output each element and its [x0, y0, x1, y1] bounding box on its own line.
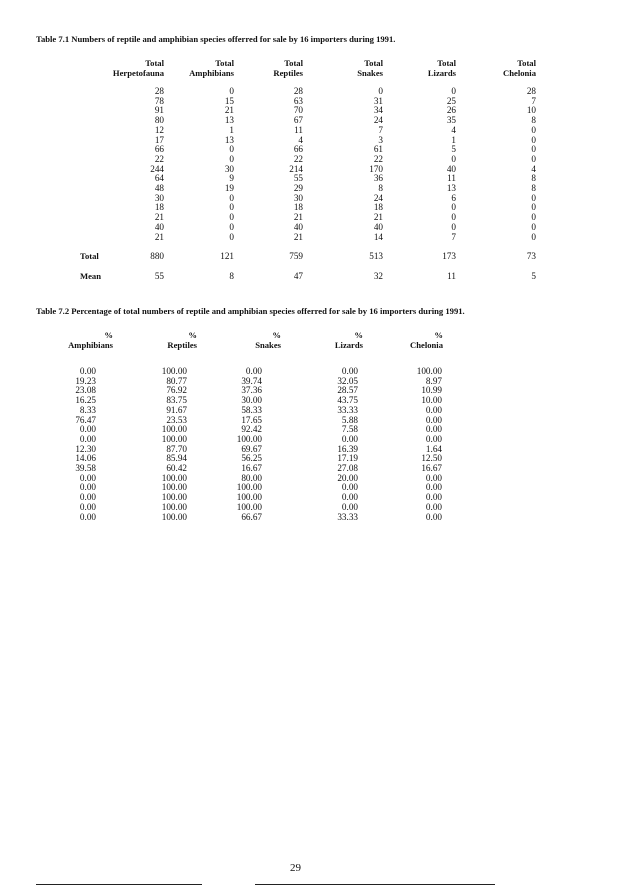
table-cell: 0 — [531, 144, 536, 155]
table-cell: 32.05 — [337, 375, 358, 386]
table-cell: 21 — [224, 105, 234, 116]
table-cell: 92.42 — [241, 424, 262, 435]
table-cell: 0.00 — [425, 404, 442, 415]
table-cell: 11 — [447, 173, 456, 184]
column-header — [223, 58, 303, 78]
table-cell: 4 — [531, 163, 536, 174]
total-value: 880 — [150, 251, 164, 261]
table-cell: 80.77 — [166, 375, 187, 386]
table-cell: 8 — [378, 183, 383, 194]
table-cell: 11 — [294, 124, 303, 135]
table-cell: 35 — [446, 115, 456, 126]
header-line-1: Total — [437, 58, 456, 68]
header-line-2: Chelonia — [410, 340, 443, 350]
column-header — [33, 330, 113, 350]
table-cell: 0.00 — [79, 501, 96, 512]
data-column — [416, 87, 456, 242]
mean-value: 55 — [154, 271, 164, 281]
table-cell: 61 — [373, 144, 383, 155]
column-header — [117, 330, 197, 350]
table-cell: 80 — [154, 115, 164, 126]
table-cell: 8 — [531, 183, 536, 194]
table-cell: 0 — [451, 202, 456, 213]
table-cell: 85.94 — [166, 453, 187, 464]
mean-value: 8 — [229, 271, 234, 281]
header-line-2: Reptiles — [273, 68, 303, 78]
table-cell: 31 — [373, 95, 383, 106]
table-cell: 5 — [451, 144, 456, 155]
table-cell: 40 — [293, 221, 303, 232]
table-cell: 22 — [154, 153, 164, 164]
total-value: 173 — [442, 251, 456, 261]
table-cell: 8 — [531, 115, 536, 126]
percent-column — [46, 367, 96, 522]
table-cell: 91 — [154, 105, 164, 116]
data-column — [496, 87, 536, 242]
table-cell: 20.00 — [337, 472, 358, 483]
table-cell: 55 — [293, 173, 303, 184]
table-cell: 100.00 — [161, 511, 187, 522]
mean-value: 47 — [293, 271, 303, 281]
table-cell: 28.57 — [337, 385, 358, 396]
table-cell: 0.00 — [79, 482, 96, 493]
header-line-2: Amphibians — [68, 340, 113, 350]
data-column — [263, 87, 303, 242]
header-line-1: % — [104, 330, 113, 340]
total-value: 73 — [526, 251, 536, 261]
table-cell: 17 — [154, 134, 164, 145]
table-cell: 100.00 — [236, 482, 262, 493]
table-cell: 0 — [451, 153, 456, 164]
header-line-2: Snakes — [255, 340, 281, 350]
table-cell: 76.47 — [75, 414, 96, 425]
table-cell: 0 — [229, 212, 234, 223]
table-cell: 0 — [531, 124, 536, 135]
table-cell: 0.00 — [425, 492, 442, 503]
table-cell: 66 — [154, 144, 164, 155]
table-cell: 15 — [224, 95, 234, 106]
table-cell: 87.70 — [166, 443, 187, 454]
table-cell: 16.67 — [421, 463, 442, 474]
percent-column — [212, 367, 262, 522]
table-cell: 0 — [229, 144, 234, 155]
table-cell: 12 — [154, 124, 164, 135]
table-cell: 24 — [373, 192, 383, 203]
table-cell: 19 — [224, 183, 234, 194]
table-cell: 7.58 — [341, 424, 358, 435]
table-cell: 18 — [293, 202, 303, 213]
table-cell: 0 — [531, 221, 536, 232]
table-cell: 34 — [373, 105, 383, 116]
table-cell: 7 — [451, 231, 456, 242]
header-line-1: Total — [145, 58, 164, 68]
header-line-1: Total — [517, 58, 536, 68]
total-row-label: Total — [80, 251, 99, 261]
table-cell: 0.00 — [425, 472, 442, 483]
table-cell: 0 — [229, 86, 234, 96]
table-cell: 0.00 — [425, 433, 442, 444]
table-cell: 100.00 — [161, 472, 187, 483]
table-cell: 56.25 — [241, 453, 262, 464]
table-cell: 18 — [373, 202, 383, 213]
table-cell: 0.00 — [425, 501, 442, 512]
table-cell: 0 — [531, 202, 536, 213]
table-cell: 4 — [451, 124, 456, 135]
table-cell: 78 — [154, 95, 164, 106]
table-cell: 33.33 — [337, 404, 358, 415]
table-cell: 18 — [154, 202, 164, 213]
table-cell: 40 — [446, 163, 456, 174]
table-cell: 70 — [293, 105, 303, 116]
table-cell: 100.00 — [161, 482, 187, 493]
column-header — [363, 330, 443, 350]
table-cell: 0 — [531, 134, 536, 145]
table-cell: 22 — [373, 153, 383, 164]
table-cell: 14 — [373, 231, 383, 242]
footer-rule-right — [255, 884, 495, 885]
table-cell: 0 — [531, 212, 536, 223]
header-line-1: Total — [215, 58, 234, 68]
table-cell: 21 — [154, 231, 164, 242]
table-cell: 30 — [154, 192, 164, 203]
table-cell: 91.67 — [166, 404, 187, 415]
table-cell: 0 — [378, 86, 383, 96]
table-cell: 8.33 — [79, 404, 96, 415]
table-cell: 37.36 — [241, 385, 262, 396]
table-cell: 30.00 — [241, 395, 262, 406]
table-cell: 100.00 — [236, 501, 262, 512]
table-cell: 17.19 — [337, 453, 358, 464]
table-cell: 3 — [378, 134, 383, 145]
table-cell: 170 — [369, 163, 383, 174]
table-cell: 21 — [293, 212, 303, 223]
percent-column — [308, 367, 358, 522]
table-cell: 100.00 — [161, 433, 187, 444]
table-cell: 12.50 — [421, 453, 442, 464]
table-cell: 39.58 — [75, 463, 96, 474]
mean-value: 32 — [373, 271, 383, 281]
total-value: 759 — [289, 251, 303, 261]
table-cell: 214 — [289, 163, 303, 174]
percent-column — [137, 367, 187, 522]
table-cell: 100.00 — [236, 492, 262, 503]
header-line-1: % — [272, 330, 281, 340]
table-cell: 13 — [224, 115, 234, 126]
table-cell: 0.00 — [79, 424, 96, 435]
table-cell: 0 — [229, 192, 234, 203]
table-cell: 0 — [531, 153, 536, 164]
table-cell: 0.00 — [245, 366, 262, 376]
total-value: 121 — [220, 251, 234, 261]
footer-rule-left — [36, 884, 202, 885]
column-header — [201, 330, 281, 350]
percent-column — [392, 367, 442, 522]
table-cell: 100.00 — [236, 433, 262, 444]
table-cell: 60.42 — [166, 463, 187, 474]
table-cell: 12.30 — [75, 443, 96, 454]
header-line-1: % — [354, 330, 363, 340]
column-header — [376, 58, 456, 78]
header-line-1: % — [188, 330, 197, 340]
table-cell: 16.39 — [337, 443, 358, 454]
table-cell: 0.00 — [79, 433, 96, 444]
table-cell: 26 — [446, 105, 456, 116]
page-number: 29 — [290, 862, 301, 874]
header-line-2: Snakes — [357, 68, 383, 78]
table-cell: 100.00 — [416, 366, 442, 376]
data-column — [343, 87, 383, 242]
table-cell: 1 — [229, 124, 234, 135]
table-cell: 66.67 — [241, 511, 262, 522]
total-value: 513 — [369, 251, 383, 261]
header-line-1: Total — [364, 58, 383, 68]
table-cell: 25 — [446, 95, 456, 106]
table-cell: 33.33 — [337, 511, 358, 522]
table-cell: 63 — [293, 95, 303, 106]
header-line-2: Herpetofauna — [112, 68, 164, 78]
table-cell: 244 — [150, 163, 164, 174]
table-cell: 83.75 — [166, 395, 187, 406]
table-cell: 0 — [229, 231, 234, 242]
table-cell: 0.00 — [425, 482, 442, 493]
table-cell: 8 — [531, 173, 536, 184]
table-cell: 28 — [526, 86, 536, 96]
header-line-2: Amphibians — [189, 68, 234, 78]
table-cell: 16.25 — [75, 395, 96, 406]
table-cell: 0.00 — [425, 414, 442, 425]
header-line-1: Total — [284, 58, 303, 68]
table-cell: 10 — [526, 105, 536, 116]
table-cell: 0 — [229, 202, 234, 213]
table-7-2-caption: Table 7.2 Percentage of total numbers of reptile and amphibian species offerred for sale by 16 importers during 1991. — [36, 306, 465, 316]
table-cell: 40 — [373, 221, 383, 232]
table-cell: 0.00 — [341, 501, 358, 512]
table-cell: 0 — [531, 192, 536, 203]
table-cell: 1.64 — [425, 443, 442, 454]
table-cell: 67 — [293, 115, 303, 126]
table-cell: 30 — [224, 163, 234, 174]
table-cell: 21 — [293, 231, 303, 242]
table-cell: 23.53 — [166, 414, 187, 425]
data-column — [194, 87, 234, 242]
table-cell: 66 — [293, 144, 303, 155]
column-header — [154, 58, 234, 78]
table-7-1-caption: Table 7.1 Numbers of reptile and amphibian species offerred for sale by 16 importers during 1991. — [36, 34, 396, 44]
table-cell: 0 — [531, 231, 536, 242]
table-cell: 69.67 — [241, 443, 262, 454]
table-cell: 27.08 — [337, 463, 358, 474]
table-cell: 14.06 — [75, 453, 96, 464]
table-cell: 23.08 — [75, 385, 96, 396]
column-header — [303, 58, 383, 78]
table-cell: 8.97 — [425, 375, 442, 386]
data-column — [124, 87, 164, 242]
table-cell: 0 — [229, 221, 234, 232]
table-cell: 0.00 — [341, 482, 358, 493]
column-header — [84, 58, 164, 78]
table-cell: 13 — [224, 134, 234, 145]
table-cell: 76.92 — [166, 385, 187, 396]
table-cell: 7 — [531, 95, 536, 106]
table-cell: 58.33 — [241, 404, 262, 415]
header-line-2: Chelonia — [503, 68, 536, 78]
table-cell: 28 — [154, 86, 164, 96]
table-cell: 48 — [154, 183, 164, 194]
table-cell: 0.00 — [79, 492, 96, 503]
table-cell: 0 — [451, 221, 456, 232]
table-cell: 4 — [298, 134, 303, 145]
header-line-2: Lizards — [334, 340, 363, 350]
table-cell: 22 — [293, 153, 303, 164]
mean-value: 5 — [531, 271, 536, 281]
table-cell: 0.00 — [341, 366, 358, 376]
header-line-2: Lizards — [427, 68, 456, 78]
table-cell: 0.00 — [79, 472, 96, 483]
table-cell: 21 — [373, 212, 383, 223]
table-cell: 24 — [373, 115, 383, 126]
table-cell: 7 — [378, 124, 383, 135]
table-cell: 5.88 — [341, 414, 358, 425]
table-cell: 0 — [229, 153, 234, 164]
table-cell: 80.00 — [241, 472, 262, 483]
table-cell: 40 — [154, 221, 164, 232]
table-cell: 0.00 — [341, 433, 358, 444]
table-cell: 100.00 — [161, 366, 187, 376]
table-cell: 17.65 — [241, 414, 262, 425]
table-cell: 16.67 — [241, 463, 262, 474]
table-cell: 0 — [451, 212, 456, 223]
table-cell: 6 — [451, 192, 456, 203]
table-cell: 10.00 — [421, 395, 442, 406]
table-cell: 0.00 — [425, 424, 442, 435]
table-cell: 21 — [154, 212, 164, 223]
table-cell: 13 — [446, 183, 456, 194]
table-cell: 30 — [293, 192, 303, 203]
table-cell: 9 — [229, 173, 234, 184]
table-cell: 100.00 — [161, 492, 187, 503]
table-cell: 0.00 — [79, 366, 96, 376]
table-cell: 10.99 — [421, 385, 442, 396]
table-cell: 0.00 — [341, 492, 358, 503]
table-cell: 0.00 — [79, 511, 96, 522]
table-cell: 43.75 — [337, 395, 358, 406]
table-cell: 1 — [451, 134, 456, 145]
table-cell: 64 — [154, 173, 164, 184]
table-cell: 39.74 — [241, 375, 262, 386]
table-cell: 100.00 — [161, 501, 187, 512]
table-cell: 28 — [293, 86, 303, 96]
table-cell: 19.23 — [75, 375, 96, 386]
table-cell: 0 — [451, 86, 456, 96]
column-header — [283, 330, 363, 350]
table-cell: 29 — [293, 183, 303, 194]
mean-value: 11 — [447, 271, 456, 281]
table-cell: 0.00 — [425, 511, 442, 522]
column-header — [456, 58, 536, 78]
table-cell: 100.00 — [161, 424, 187, 435]
table-cell: 36 — [373, 173, 383, 184]
header-line-2: Reptiles — [167, 340, 197, 350]
header-line-1: % — [434, 330, 443, 340]
mean-row-label: Mean — [80, 271, 102, 281]
